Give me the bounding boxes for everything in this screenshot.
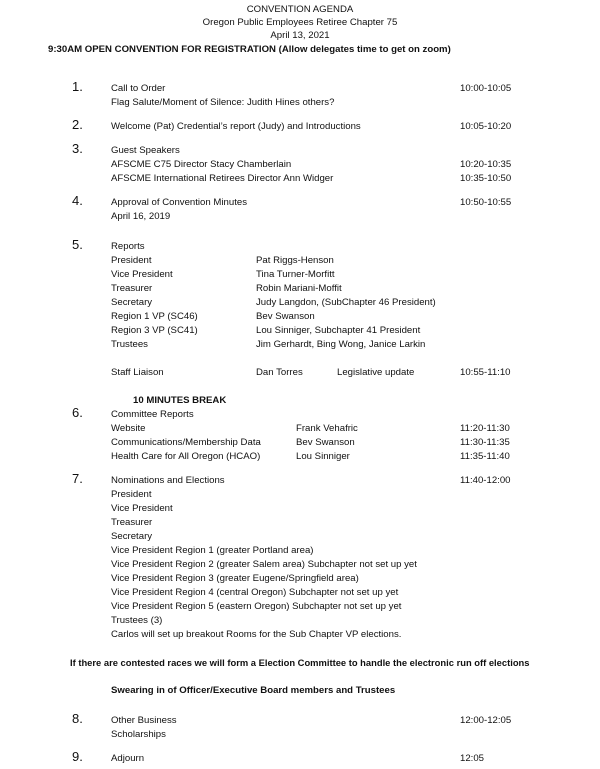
committee-person: Bev Swanson <box>296 437 355 448</box>
committee-person: Frank Vehafric <box>296 423 358 434</box>
election-line: Carlos will set up breakout Rooms for the Sub Chapter VP elections. <box>111 629 402 640</box>
item-4-sub: April 16, 2019 <box>111 211 171 222</box>
committee-name: Communications/Membership Data <box>111 437 261 448</box>
report-role: President <box>111 255 152 266</box>
item-9-time: 12:05 <box>460 753 485 764</box>
speaker-1-name: AFSCME C75 Director Stacy Chamberlain <box>111 159 292 170</box>
committee-time: 11:35-11:40 <box>460 451 510 462</box>
staff-liaison-role: Staff Liaison <box>111 367 164 378</box>
election-line: Vice President Region 5 (eastern Oregon) Subchapter not set up yet <box>111 601 402 612</box>
item-8-sub: Scholarships <box>111 729 166 740</box>
report-name: Robin Mariani-Moffit <box>256 283 342 294</box>
item-1-number: 1. <box>72 79 83 94</box>
speaker-2-time: 10:35-10:50 <box>460 173 512 184</box>
election-line: Vice President Region 3 (greater Eugene/Springfield area) <box>111 573 359 584</box>
election-line: Vice President Region 2 (greater Salem area) Subchapter not set up yet <box>111 559 417 570</box>
election-line: Vice President Region 4 (central Oregon) Subchapter not set up yet <box>111 587 399 598</box>
item-8-title: Other Business <box>111 715 177 726</box>
election-line: Vice President <box>111 503 173 514</box>
committee-person: Lou Sinniger <box>296 451 350 462</box>
item-2-title: Welcome (Pat) Credential’s report (Judy) and Introductions <box>111 121 361 132</box>
item-2-number: 2. <box>72 117 83 132</box>
election-line: President <box>111 489 152 500</box>
agenda-date: April 13, 2021 <box>270 30 330 41</box>
election-line: Trustees (3) <box>111 615 163 626</box>
item-8-number: 8. <box>72 711 83 726</box>
item-7-time: 11:40-12:00 <box>460 475 511 486</box>
item-4-title: Approval of Convention Minutes <box>111 197 247 208</box>
report-name: Bev Swanson <box>256 311 315 322</box>
break-label: 10 MINUTES BREAK <box>133 395 227 406</box>
report-name: Lou Sinniger, Subchapter 41 President <box>256 325 421 336</box>
report-name: Pat Riggs-Henson <box>256 255 334 266</box>
staff-liaison-time: 10:55-11:10 <box>460 367 511 378</box>
item-3-title: Guest Speakers <box>111 145 180 156</box>
item-1-sub: Flag Salute/Moment of Silence: Judith Hines others? <box>111 97 335 108</box>
staff-liaison-name: Dan Torres <box>256 367 303 378</box>
agenda-title: CONVENTION AGENDA <box>246 4 354 15</box>
item-8-time: 12:00-12:05 <box>460 715 512 726</box>
report-name: Judy Langdon, (SubChapter 46 President) <box>256 297 436 308</box>
item-6-number: 6. <box>72 405 83 420</box>
item-5-number: 5. <box>72 237 83 252</box>
swearing-in-note: Swearing in of Officer/Executive Board members and Trustees <box>111 685 396 696</box>
item-4-number: 4. <box>72 193 83 208</box>
item-6-title: Committee Reports <box>111 409 194 420</box>
speaker-1-time: 10:20-10:35 <box>460 159 512 170</box>
committee-time: 11:20-11:30 <box>460 423 510 434</box>
item-9-number: 9. <box>72 749 83 764</box>
registration-line: 9:30AM OPEN CONVENTION FOR REGISTRATION (Allow delegates time to get on zoom) <box>48 44 451 55</box>
committee-name: Health Care for All Oregon (HCAO) <box>111 451 261 462</box>
report-role: Treasurer <box>111 283 153 294</box>
item-1-time: 10:00-10:05 <box>460 83 512 94</box>
item-5-title: Reports <box>111 241 145 252</box>
report-role: Trustees <box>111 339 148 350</box>
item-4-time: 10:50-10:55 <box>460 197 512 208</box>
report-name: Jim Gerhardt, Bing Wong, Janice Larkin <box>256 339 426 350</box>
report-role: Region 1 VP (SC46) <box>111 311 198 322</box>
speaker-2-name: AFSCME International Retirees Director Ann Widger <box>111 173 334 184</box>
election-line: Vice President Region 1 (greater Portland area) <box>111 545 314 556</box>
item-9-title: Adjourn <box>111 753 145 764</box>
item-2-time: 10:05-10:20 <box>460 121 512 132</box>
committee-time: 11:30-11:35 <box>460 437 510 448</box>
report-role: Region 3 VP (SC41) <box>111 325 198 336</box>
report-name: Tina Turner-Morfitt <box>256 269 335 280</box>
committee-name: Website <box>111 423 146 434</box>
organization-name: Oregon Public Employees Retiree Chapter 75 <box>202 17 398 28</box>
item-7-title: Nominations and Elections <box>111 475 225 486</box>
staff-liaison-topic: Legislative update <box>337 367 415 378</box>
election-line: Secretary <box>111 531 153 542</box>
election-line: Treasurer <box>111 517 153 528</box>
item-7-number: 7. <box>72 471 83 486</box>
contested-races-note: If there are contested races we will form a Election Committee to handle the electronic run off elections <box>70 657 530 668</box>
report-role: Secretary <box>111 297 153 308</box>
report-role: Vice President <box>111 269 173 280</box>
item-3-number: 3. <box>72 141 83 156</box>
item-1-title: Call to Order <box>111 83 166 94</box>
